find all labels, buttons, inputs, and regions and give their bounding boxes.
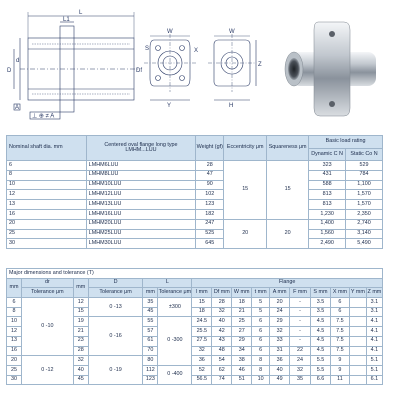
table-cell: -	[290, 298, 311, 308]
table-cell: 1,570	[346, 200, 383, 210]
dimensions-table	[6, 268, 383, 385]
table-cell: -	[290, 307, 311, 317]
table-cell: 16	[7, 346, 22, 356]
table-row	[7, 170, 383, 180]
table-cell: 32	[270, 327, 290, 337]
table-cell: 18	[192, 307, 212, 317]
table-cell: 51	[232, 375, 252, 385]
table-cell: 6	[330, 307, 349, 317]
table-cell: 28	[196, 161, 224, 171]
table-cell: 40	[73, 365, 88, 375]
table-cell: Tolerance μm	[158, 288, 192, 298]
dim-S-label: S	[145, 46, 150, 52]
table-cell: 6	[7, 161, 87, 171]
table-cell: 25	[232, 317, 252, 327]
dim-L-label: L	[79, 10, 83, 16]
table-cell: 525	[196, 229, 224, 239]
table-cell: 7.5	[330, 336, 349, 346]
table-cell: 12	[7, 327, 22, 337]
table-row	[7, 229, 383, 239]
table-cell: 36	[270, 356, 290, 366]
table-cell: t mm	[252, 288, 270, 298]
table-cell: 5	[252, 307, 270, 317]
dim-Y-label: Y	[167, 103, 172, 109]
table-cell: 4.5	[310, 327, 330, 337]
table-cell: 29	[232, 336, 252, 346]
table-cell: 5.5	[310, 365, 330, 375]
table-cell: Tolerance μm	[88, 288, 143, 298]
table-cell: 28	[212, 298, 232, 308]
table-cell: 4.5	[310, 336, 330, 346]
table-cell: 5.1	[366, 365, 382, 375]
table-cell: LMHM20LUU	[86, 219, 196, 229]
table-cell: 3.5	[310, 298, 330, 308]
table-cell: 20	[7, 219, 87, 229]
table-cell: 40	[212, 317, 232, 327]
table-cell: 15	[224, 161, 267, 220]
table-cell: 27.5	[192, 336, 212, 346]
datum-A-label: A	[15, 105, 20, 111]
table-cell: 35	[290, 375, 311, 385]
table-cell: 54	[212, 356, 232, 366]
dim-X-label: X	[194, 48, 199, 54]
dim-W-label: W	[167, 29, 173, 35]
table-cell: 61	[143, 336, 158, 346]
table-cell	[349, 365, 366, 375]
table-cell: 9	[330, 365, 349, 375]
table-cell: 529	[346, 161, 383, 171]
table-cell: 8	[7, 307, 22, 317]
table-cell: 12	[7, 190, 87, 200]
table-cell	[349, 346, 366, 356]
table-cell: 247	[196, 219, 224, 229]
dim-H-label: H	[229, 103, 234, 109]
table-cell: 32	[73, 356, 88, 366]
table-cell: 123	[196, 200, 224, 210]
table-cell: 813	[309, 200, 346, 210]
table-cell: 3.1	[366, 307, 382, 317]
table-cell: 34	[232, 346, 252, 356]
table-cell: 29	[270, 317, 290, 327]
table-cell: 25	[7, 229, 87, 239]
table-cell: X mm	[330, 288, 349, 298]
table-cell: 24	[290, 356, 311, 366]
table-cell: 6	[7, 298, 22, 308]
header-eccentricity: Eccentricity μm	[224, 136, 267, 161]
table-cell: 6	[330, 298, 349, 308]
table-cell: 5.1	[366, 356, 382, 366]
table-row	[7, 180, 383, 190]
table-cell: mm	[143, 288, 158, 298]
table-cell: 6	[252, 317, 270, 327]
table-cell: LMHM25LUU	[86, 229, 196, 239]
table-cell: 1,230	[309, 209, 346, 219]
table-cell: 36	[192, 356, 212, 366]
dim-d-label: d	[16, 58, 20, 64]
header-shaft: Nominal shaft dia. mm	[7, 136, 87, 161]
table-cell: 784	[346, 170, 383, 180]
table-cell: LMHM16LUU	[86, 209, 196, 219]
table-cell: 20	[224, 219, 267, 248]
table-cell: 24.5	[192, 317, 212, 327]
table-cell: 0 -19	[88, 356, 143, 385]
dim-W2-label: W	[229, 29, 235, 35]
table-row	[7, 219, 383, 229]
table-cell: 4.5	[310, 346, 330, 356]
table-cell: 4.1	[366, 346, 382, 356]
table-cell: 20	[7, 356, 22, 366]
table-cell: 0 -16	[88, 317, 143, 356]
table-cell: 813	[309, 190, 346, 200]
table-cell: 90	[196, 180, 224, 190]
table-cell: 4.1	[366, 336, 382, 346]
table-cell: 123	[143, 375, 158, 385]
table-cell: 1,400	[309, 219, 346, 229]
table-cell: 55	[143, 317, 158, 327]
table-cell: -	[290, 336, 311, 346]
table-cell: LMHM8LUU	[86, 170, 196, 180]
table-cell: 13	[7, 200, 87, 210]
table-cell: 47	[196, 170, 224, 180]
table-cell: 12	[73, 298, 88, 308]
table-cell: 3.1	[366, 298, 382, 308]
table-cell: 182	[196, 209, 224, 219]
table-cell: 6.1	[366, 375, 382, 385]
table-cell: Df mm	[212, 288, 232, 298]
table-row	[7, 239, 383, 249]
table-cell: 431	[309, 170, 346, 180]
table-row	[7, 190, 383, 200]
table-cell: 22	[290, 346, 311, 356]
table-cell	[349, 356, 366, 366]
table-cell: 33	[270, 336, 290, 346]
table-cell: LMHM6LUU	[86, 161, 196, 171]
technical-drawing	[0, 0, 400, 133]
table-cell: 2,350	[346, 209, 383, 219]
table-cell: 74	[212, 375, 232, 385]
table-cell: 16	[7, 209, 87, 219]
table-cell: 30	[7, 375, 22, 385]
table-cell: l mm	[192, 288, 212, 298]
table-cell: 21	[73, 327, 88, 337]
dim-L1-label: L1	[63, 17, 70, 23]
table-cell: -	[290, 327, 311, 337]
table-cell: 57	[143, 327, 158, 337]
table-cell: 10	[7, 317, 22, 327]
table-cell: 80	[143, 356, 158, 366]
table-cell: 48	[212, 346, 232, 356]
table-cell: 25	[7, 365, 22, 375]
table-cell: 45	[73, 375, 88, 385]
table-cell: 7.5	[330, 346, 349, 356]
header-squareness: Squareness μm	[267, 136, 309, 161]
table-cell: 56.5	[192, 375, 212, 385]
table-cell: 25.5	[192, 327, 212, 337]
table-cell: F mm	[290, 288, 311, 298]
dim-Z-label: Z	[258, 62, 262, 68]
table-cell: 5.5	[310, 356, 330, 366]
table-cell: 15	[73, 307, 88, 317]
table-row	[7, 161, 383, 171]
table-cell: 1,100	[346, 180, 383, 190]
table-cell: 32	[290, 365, 311, 375]
table-cell: 2,740	[346, 219, 383, 229]
table-cell: 3.5	[310, 307, 330, 317]
tolerance-frame-label: ⊥ ⊕ ≠ A	[32, 113, 55, 120]
table-cell: LMHM10LUU	[86, 180, 196, 190]
table-cell: LMHM13LUU	[86, 200, 196, 210]
header-model: Centered oval flange long type LMHM...LUU	[86, 136, 196, 161]
table-cell: 38	[232, 356, 252, 366]
table-cell	[349, 317, 366, 327]
table-cell: 43	[212, 336, 232, 346]
header-weight: Weight (gf)	[196, 136, 224, 161]
table-cell: Y mm	[349, 288, 366, 298]
table-cell: 24	[270, 307, 290, 317]
table-cell: 6	[252, 336, 270, 346]
table-cell: 8	[252, 365, 270, 375]
load-rating-table	[6, 135, 383, 249]
table-cell: 0 -300	[158, 317, 192, 365]
table-cell: 19	[73, 317, 88, 327]
table-cell: 70	[143, 346, 158, 356]
table-cell: 645	[196, 239, 224, 249]
table-cell: 35	[143, 298, 158, 308]
table-cell: 0 -12	[21, 356, 73, 385]
table-cell	[349, 327, 366, 337]
table-cell: 8	[7, 170, 87, 180]
table-cell: 1,570	[346, 190, 383, 200]
table-cell: 40	[270, 365, 290, 375]
table-cell: mm	[73, 278, 88, 297]
table-cell: dr	[21, 278, 73, 288]
table-cell: 4.1	[366, 327, 382, 337]
dimensions-caption: Major dimensions and tolerance (T)	[7, 269, 383, 279]
table-cell: 323	[309, 161, 346, 171]
table-cell: 11	[330, 375, 349, 385]
table-cell: 10	[7, 180, 87, 190]
table-cell: 3,140	[346, 229, 383, 239]
table-cell: W mm	[232, 288, 252, 298]
table-cell: 6.6	[310, 375, 330, 385]
table-row	[7, 298, 383, 308]
table-cell: 20	[267, 219, 309, 248]
header-dynamic: Dynamic C N	[309, 149, 346, 161]
table-cell: 32	[212, 307, 232, 317]
table-cell: 0 -13	[88, 298, 143, 317]
table-cell: 0 -10	[21, 298, 73, 356]
table-cell: 30	[7, 239, 87, 249]
table-cell: D	[88, 278, 143, 288]
table-cell: 13	[7, 336, 22, 346]
table-cell: 45	[143, 307, 158, 317]
table-cell: 7.5	[330, 327, 349, 337]
table-cell: 5	[252, 298, 270, 308]
table-cell: 15	[192, 298, 212, 308]
table-cell: 102	[196, 190, 224, 200]
table-cell: 46	[232, 365, 252, 375]
table-cell: 49	[270, 375, 290, 385]
table-cell: Flange	[192, 278, 383, 288]
table-cell: 588	[309, 180, 346, 190]
table-cell	[349, 336, 366, 346]
table-row	[7, 200, 383, 210]
table-cell: -	[290, 317, 311, 327]
table-cell: 31	[270, 346, 290, 356]
table-cell: LMHM12LUU	[86, 190, 196, 200]
table-cell	[349, 375, 366, 385]
table-cell: 28	[73, 346, 88, 356]
table-cell: 15	[267, 161, 309, 220]
table-cell: ±300	[158, 298, 192, 317]
table-cell: 2,490	[309, 239, 346, 249]
table-cell: mm	[7, 278, 22, 297]
table-cell: 10	[252, 375, 270, 385]
table-cell: 9	[330, 356, 349, 366]
table-cell: L	[143, 278, 192, 288]
table-cell: 20	[270, 298, 290, 308]
table-cell: 27	[232, 327, 252, 337]
table-cell: 62	[212, 365, 232, 375]
table-cell: 18	[232, 298, 252, 308]
table-cell: 6	[252, 346, 270, 356]
table-row	[7, 209, 383, 219]
dim-Df-label: Df	[136, 68, 142, 74]
table-cell: 0 -400	[158, 365, 192, 384]
table-cell: 23	[73, 336, 88, 346]
table-cell: 1,560	[309, 229, 346, 239]
header-static: Static Co N	[346, 149, 383, 161]
table-cell: 42	[212, 327, 232, 337]
header-basic-load: Basic load rating	[309, 136, 383, 149]
table-cell: A mm	[270, 288, 290, 298]
table-cell: 4.5	[310, 317, 330, 327]
table-cell: 6	[252, 327, 270, 337]
table-cell: S mm	[310, 288, 330, 298]
table-cell: 8	[252, 356, 270, 366]
table-cell: 112	[143, 365, 158, 375]
dim-D-label: D	[7, 68, 12, 74]
table-cell: 5,490	[346, 239, 383, 249]
product-render	[285, 22, 376, 116]
table-cell: 4.1	[366, 317, 382, 327]
table-cell: 7.5	[330, 317, 349, 327]
table-cell	[349, 307, 366, 317]
table-cell: LMHM30LUU	[86, 239, 196, 249]
table-cell: Z mm	[366, 288, 382, 298]
table-cell: 21	[232, 307, 252, 317]
table-cell: 52	[192, 365, 212, 375]
table-cell: 32	[192, 346, 212, 356]
table-cell	[349, 298, 366, 308]
table-cell: Tolerance μm	[21, 288, 73, 298]
table-row	[7, 356, 383, 366]
